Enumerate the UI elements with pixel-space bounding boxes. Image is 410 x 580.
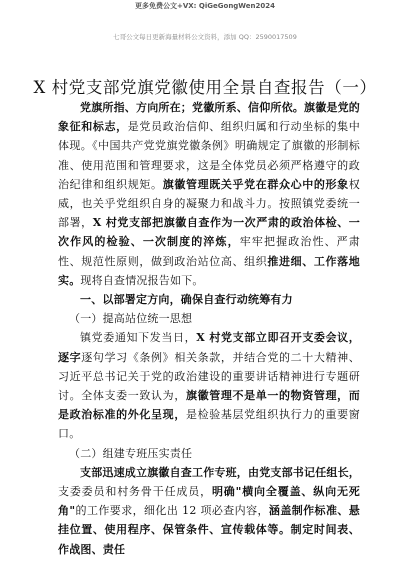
subsection-heading: [58, 309, 360, 328]
text-run: X 村党支部立即召开支委会议，逐字: [58, 331, 360, 364]
text-run: 党旗所指、方向所在；党徽所系、信仰所依。旗徽是党的象征和标志，: [58, 101, 360, 134]
text-run: 镇党委通知下发当日，: [80, 331, 197, 345]
text-run: 是党员政治信仰、组织归属和行动坐标的集中体现。《中国共产党党旗党徽条例》明确规定了旗徽的形制标准、使用范围和管理要求，这是全体党员必须严格遵守的政治纪律和组织规矩。: [58, 120, 361, 191]
text-run: 推进细、工作落地实。: [58, 254, 360, 287]
text-run: 一、以部署定方向，确保自查行动统筹有力: [80, 293, 293, 307]
top-banner: 更多免费公文+VX: QiGeGongWen2024: [135, 2, 275, 10]
text-run: （一）提高站位统一思想: [69, 312, 193, 326]
text-run: 的工作要求，细化出 12 项必查内容，: [75, 504, 269, 518]
text-run: 是检验基层党组织执行力的重要窗口。: [58, 408, 360, 441]
text-run: （二）组建专班压实责任: [69, 446, 193, 460]
text-run: 现将自查情况报告如下。: [80, 273, 204, 287]
text-run: X 村党支部把旗徽自查作为一次严肃的政治体检、一次作风的检验、一次制度的淬炼，: [58, 216, 360, 249]
text-run: 旗徽管理不是单一的物资管理，而是政治标准的外化呈现，: [58, 389, 360, 422]
section-heading: [58, 290, 360, 309]
subsection-heading: [58, 444, 360, 463]
body-paragraph: [58, 328, 360, 443]
text-run: 旗徽管理既关乎党在群众心中的形象: [162, 177, 349, 191]
text-run: 明确"横向全覆盖、纵向无死角": [58, 485, 360, 518]
text-run: 涵盖制作标准、悬挂位置、使用程序、保管条件、宣传载体等。制定时间表、作战图、责任: [58, 504, 360, 556]
intro-paragraph: [58, 98, 360, 290]
document-title: X 村党支部党旗党徽使用全景自查报告（一）: [33, 78, 377, 97]
text-run: 权威，也关乎党组织自身的凝聚力和战斗力。按照镇党委统一部署，: [58, 177, 360, 230]
watermark-text: 七哥公文每日更新海量材料公文资料，添加 QQ：2590017509: [113, 33, 297, 41]
text-run: 逐句学习《条例》相关条款，并结合党的二十大精神、习近平总书记关于党的政治建设的重要讲话精神进行专题研讨。全体支委一致认为，: [58, 350, 360, 403]
text-run: 支委委员和村务骨干任成员，: [58, 485, 212, 499]
body-paragraph: [58, 463, 360, 559]
document-page: [0, 14, 410, 580]
text-run: 支部迅速成立旗徽自查工作专班，由党支部书记任组长，: [80, 465, 360, 479]
document-body: [58, 98, 360, 559]
text-run: 牢牢把握政治性、严肃性、规范性原则，做到政治站位高、组织: [58, 235, 360, 268]
